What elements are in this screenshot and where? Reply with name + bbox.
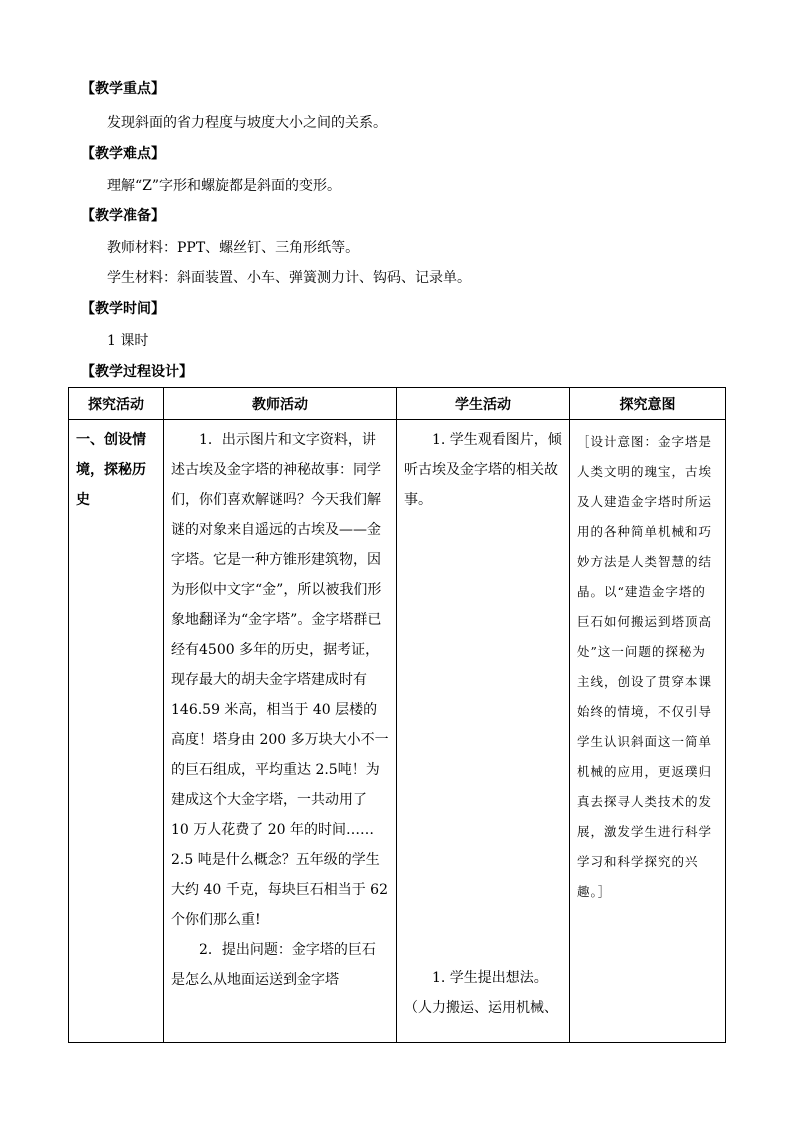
process-heading: 【教学过程设计】 [81, 364, 193, 380]
teacher-materials: 教师材料：PPT、螺丝钉、三角形纸等。 [107, 240, 360, 256]
design-intent: ［设计意图：金字塔是人类文明的瑰宝，古埃及人建造金字塔时所运用的各种简单机械和巧妙方法是人类智慧的结晶。以“建造金字塔的巨石如何搬运到塔顶高处”这一问题的探秘为主线，创设了贯穿本课始终的情境，不仅引导学生认识斜面这一简单机械的应用，更返璞归真去探寻人类技术的发展，激发学生进行科学学习和科学探究的兴趣。］ [577, 434, 713, 899]
student-materials: 学生材料：斜面装置、小车、弹簧测力计、钩码、记录单。 [107, 270, 471, 286]
student-paragraph: 1. 学生提出想法。（人力搬运、运用机械、 [404, 970, 558, 1016]
student-paragraph: 1. 学生观看图片，倾听古埃及金字塔的相关故事。 [404, 432, 562, 508]
header-activity: 探究活动 [69, 388, 164, 420]
difficulty-heading: 【教学难点】 [81, 146, 165, 162]
difficulty-text: 理解“Z”字形和螺旋都是斜面的变形。 [107, 178, 342, 194]
time-heading: 【教学时间】 [81, 301, 165, 317]
process-table [68, 387, 726, 1043]
focus-text: 发现斜面的省力程度与坡度大小之间的关系。 [107, 115, 387, 131]
intent-cell [570, 420, 726, 1043]
time-text: 1 课时 [107, 333, 149, 349]
teacher-paragraph: 1．出示图片和文字资料，讲述古埃及金字塔的神秘故事：同学们，你们喜欢解谜吗？今天我们解谜的对象来自遥远的古埃及——金字塔。它是一种方锥形建筑物，因为形似中文字“金”，所以被我们形象地翻译为“金字塔”。金字塔群已经有4500 多年的历史，据考证，现存最大的胡夫金字塔建成时有146.59 米高，相当于 40 层楼的高度！塔身由 200 多万块大小不一的巨石组成，平均重达 2.5吨！为建成这个大金字塔，一共动用了 10 万人花费了 20 年的时间……2.5 吨是什么概念？五年级的学生大约 40 千克，每块巨石相当于 62 个你们那么重! [171, 432, 389, 928]
activity-cell [69, 420, 164, 1043]
teacher-paragraph: 2．提出问题：金字塔的巨石是怎么从地面运送到金字塔 [171, 942, 376, 988]
header-teacher: 教师活动 [164, 388, 397, 420]
activity-name: 一、创设情境，探秘历史 [76, 432, 146, 508]
preparation-heading: 【教学准备】 [81, 208, 165, 224]
student-cell [397, 420, 570, 1043]
header-intent: 探究意图 [570, 388, 726, 420]
table-row [69, 420, 726, 1043]
teacher-cell [164, 420, 397, 1043]
focus-heading: 【教学重点】 [81, 81, 165, 97]
table-header-row [69, 388, 726, 420]
header-student: 学生活动 [397, 388, 570, 420]
